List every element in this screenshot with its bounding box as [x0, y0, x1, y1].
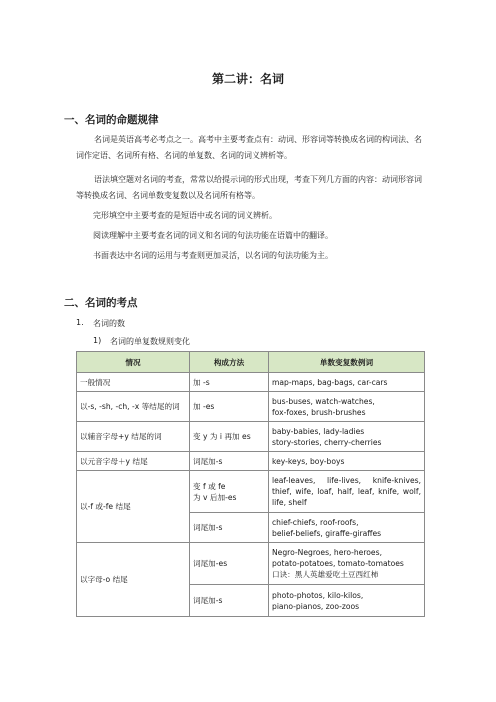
cell-line: 为 v 后加-es [193, 492, 237, 502]
table-header-cell: 构成方法 [190, 352, 269, 373]
table-row [77, 392, 425, 422]
table-row [77, 543, 425, 585]
table-cell: 加 -s [190, 373, 269, 392]
paragraph-4: 阅读理解中主要考查名词的词义和名词的句法功能在语篇中的翻译。 [93, 231, 333, 240]
table-cell: 词尾加-s [190, 585, 269, 617]
cell-line: photo-photos, kilo-kilos, [272, 590, 364, 600]
cell-line: story-stories, cherry-cherries [272, 437, 382, 447]
cell-line: fox-foxes, brush-brushes [272, 407, 366, 417]
cell-line: chief-chiefs, roof-roofs, [272, 517, 359, 527]
page-title: 第二讲：名词 [211, 72, 284, 86]
table-cell [269, 585, 425, 617]
table-cell: 以-s, -sh, -ch, -x 等结尾的词 [77, 392, 190, 422]
table-cell: 以元音字母＋y 结尾 [77, 452, 190, 471]
table-header-cell: 情况 [77, 352, 190, 373]
table-row [77, 452, 425, 471]
section-heading-2: 二、名词的考点 [64, 297, 138, 309]
subitem-number: 1) [93, 336, 102, 345]
paragraph-5: 书面表达中名词的运用与考查则更加灵活，以名词的句法功能为主。 [93, 251, 333, 260]
item-text: 名词的数 [93, 319, 125, 328]
item-number: 1. [76, 318, 84, 327]
cell-line: baby-babies, lady-ladies [272, 426, 365, 436]
plural-rules-table [76, 351, 425, 617]
table-cell: key-keys, boy-boys [269, 452, 425, 471]
table-cell [190, 471, 269, 513]
table-cell: 以辅音字母+y 结尾的词 [77, 422, 190, 452]
cell-line: 口诀：黑人英雄爱吃土豆西红柿 [272, 570, 379, 579]
table-cell: 词尾加-es [190, 543, 269, 585]
table-header-cell: 单数变复数例词 [269, 352, 425, 373]
subitem-text: 名词的单复数规则变化 [110, 337, 190, 346]
table-cell [269, 422, 425, 452]
table-header-row [77, 352, 425, 373]
table-cell: leaf-leaves, life-lives, knife-knives, thief, wife, loaf, half, leaf, knife, wolf, life, shelf [269, 471, 425, 513]
table-row [77, 422, 425, 452]
paragraph-1: 名词是英语高考必考点之一。高考中主要考查点有：动词、形容词等转换成名词的构词法、名词作定语、名词所有格、名词的单复数、名词的词义辨析等。 [76, 135, 422, 160]
paragraph-2: 语法填空题对名词的考查，常常以给提示词的形式出现，考查下列几方面的内容：动词形容词等转换成名词、名词单数变复数以及名词所有格等。 [76, 175, 422, 200]
table-cell: 以字母-o 结尾 [77, 543, 190, 617]
table-cell: 词尾加-s [190, 452, 269, 471]
table-cell [269, 513, 425, 543]
table-row [77, 471, 425, 513]
table-cell [269, 392, 425, 422]
cell-line: potato-potatoes, tomato-tomatoes [272, 559, 404, 568]
table-row [77, 373, 425, 392]
table-cell: map-maps, bag-bags, car-cars [269, 373, 425, 392]
table-cell: 一般情况 [77, 373, 190, 392]
cell-line: 变 f 或 fe [193, 481, 226, 491]
paragraph-3: 完形填空中主要考查的是短语中或名词的词义辨析。 [93, 211, 277, 220]
cell-line: belief-beliefs, giraffe-giraffes [272, 528, 382, 538]
table-cell: 词尾加-s [190, 513, 269, 543]
table-cell [269, 543, 425, 585]
cell-line: piano-pianos, zoo-zoos [272, 601, 360, 611]
table-cell: 加 -es [190, 392, 269, 422]
table-cell: 变 y 为 i 再加 es [190, 422, 269, 452]
cell-line: Negro-Negroes, hero-heroes, [272, 548, 382, 557]
cell-line: bus-buses, watch-watches, [272, 396, 375, 406]
table-cell: 以-f 或-fe 结尾 [77, 471, 190, 543]
section-heading-1: 一、名词的命题规律 [64, 114, 159, 126]
